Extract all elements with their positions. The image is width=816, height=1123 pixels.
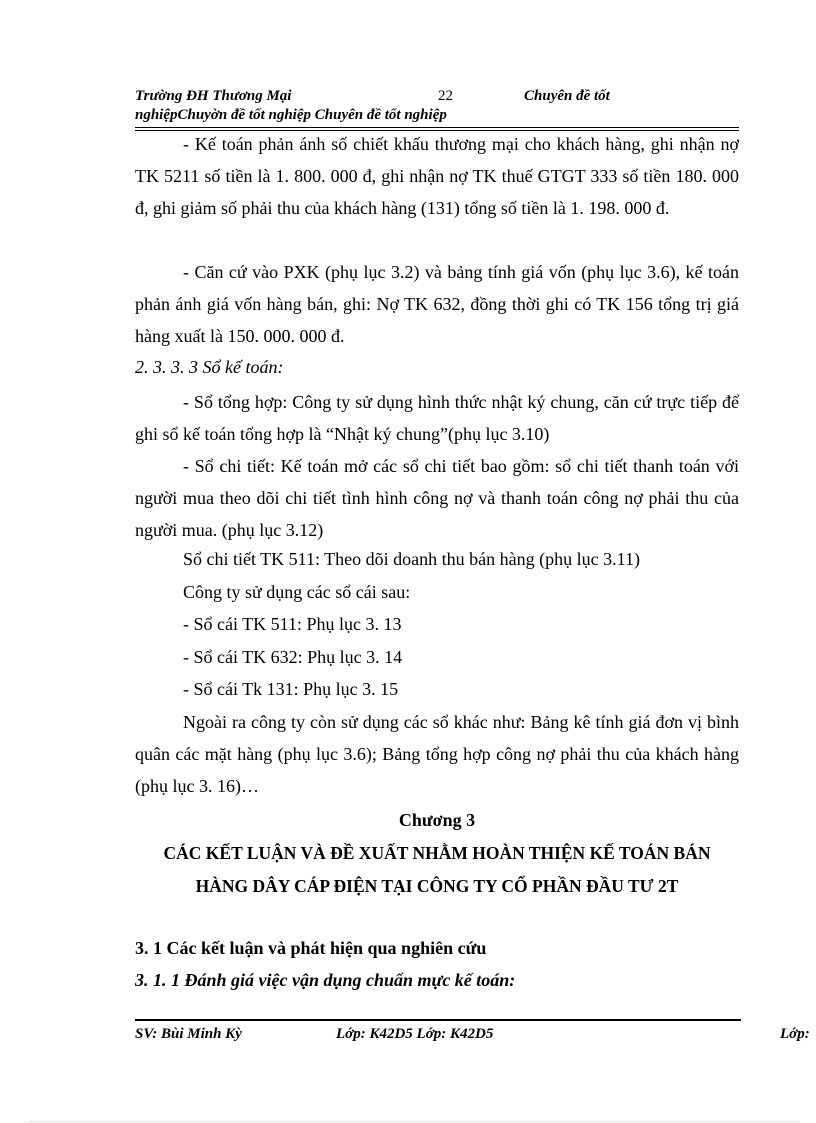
paragraph-gia-von: - Căn cứ vào PXK (phụ lục 3.2) và bảng tính giá vốn (phụ lục 3.6), kế toán phản ánh giá vốn hàng bán, ghi: Nợ TK 632, đồng thời ghi có TK 156 tổng trị giá hàng xuất là 150. 000. 000 đ. <box>135 262 739 346</box>
chapter-title-line-2: HÀNG DÂY CÁP ĐIỆN TẠI CÔNG TY CỔ PHẦN ĐẦU TƯ 2T <box>195 876 679 896</box>
footer-rule <box>135 1019 741 1021</box>
paragraph-so-chi-tiet: - Sổ chi tiết: Kế toán mở các sổ chi tiết bao gồm: sổ chi tiết thanh toán với người mua theo dõi chi tiết tình hình công nợ và thanh toán công nợ phải thu của người mua. (phụ lục 3.12) <box>135 456 739 540</box>
header-school: Trường ĐH Thương Mại <box>135 88 292 104</box>
footer-class: Lớp: K42D5 Lớp: K42D5 <box>336 1026 494 1042</box>
paragraph-chiet-khau: - Kế toán phản ánh số chiết khấu thương mại cho khách hàng, ghi nhận nợ TK 5211 số tiền là 1. 800. 000 đ, ghi nhận nợ TK thuế GTGT 333 số tiền 180. 000 đ, ghi giảm số phải thu của khách hàng (131) tổng số tiền là 1. 198. 000 đ. <box>135 134 739 218</box>
line-so-chi-tiet-511: Sổ chi tiết TK 511: Theo dõi doanh thu bán hàng (phụ lục 3.11) <box>183 549 640 569</box>
chapter-number: Chương 3 <box>398 810 476 830</box>
chapter-title-line-1: CÁC KẾT LUẬN VÀ ĐỀ XUẤT NHẰM HOÀN THIỆN KẾ TOÁN BÁN <box>163 843 711 863</box>
header-title-continued: nghiệpChuyờn đề tốt nghiệp Chuyên đề tốt nghiệp <box>135 107 447 123</box>
section-heading-3-1-1: 3. 1. 1 Đánh giá việc vận dụng chuẩn mực kế toán: <box>135 970 516 990</box>
header-title: Chuyên đề tốt <box>524 88 610 104</box>
footer-student: SV: Bùi Minh Kỳ <box>135 1026 242 1042</box>
paragraph-so-tong-hop: - Sổ tổng hợp: Công ty sử dụng hình thức nhật ký chung, căn cứ trực tiếp để ghi sổ kế toán tổng hợp là “Nhật ký chung”(phụ lục 3.10) <box>135 392 739 444</box>
page-bottom-dotted-rule <box>30 1121 800 1122</box>
header-page-number: 22 <box>438 88 453 104</box>
paragraph-so-khac: Ngoài ra công ty còn sử dụng các sổ khác như: Bảng kê tính giá đơn vị bình quân các mặt hàng (phụ lục 3.6); Bảng tổng hợp công nợ phải thu của khách hàng (phụ lục 3. 16)… <box>135 712 739 796</box>
section-heading-3-1: 3. 1 Các kết luận và phát hiện qua nghiên cứu <box>135 938 487 958</box>
list-item-so-cai-511: - Sổ cái TK 511: Phụ lục 3. 13 <box>183 614 402 634</box>
list-item-so-cai-131: - Sổ cái Tk 131: Phụ lục 3. 15 <box>183 679 399 699</box>
section-heading-so-ke-toan: 2. 3. 3. 3 Sổ kế toán: <box>135 357 284 377</box>
line-so-cai-intro: Công ty sử dụng các sổ cái sau: <box>183 582 411 602</box>
footer-class-cut: Lớp: <box>780 1026 810 1042</box>
list-item-so-cai-632: - Sổ cái TK 632: Phụ lục 3. 14 <box>183 647 403 667</box>
